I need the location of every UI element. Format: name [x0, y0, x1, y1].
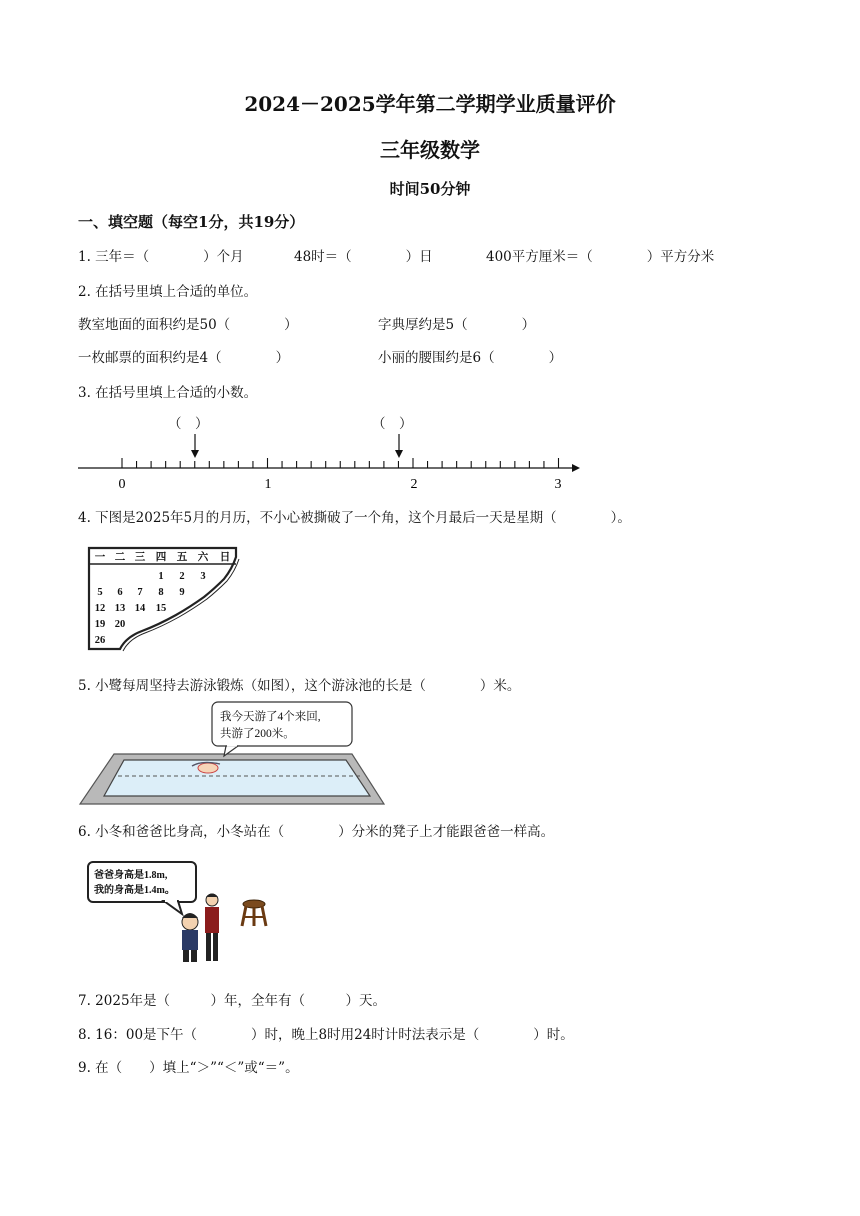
- day-cell: 26: [94, 635, 106, 646]
- day-cell: 15: [155, 603, 167, 614]
- q3-stem: 3. 在括号里填上合适的小数。: [78, 385, 258, 401]
- day-cell: 8: [158, 587, 164, 598]
- stool-figure: [242, 900, 266, 926]
- q1-part-c: 400平方厘米＝（ ）平方分米: [486, 249, 715, 265]
- boy-figure: [182, 913, 198, 962]
- weekday-sat: 六: [197, 552, 209, 563]
- swimming-pool-illustration: [78, 700, 388, 808]
- q2-part-d: 小丽的腰围约是6（ ）: [378, 350, 563, 366]
- day-cell: 1: [158, 571, 164, 582]
- section-heading: 一、填空题（每空1分，共19分）: [78, 213, 305, 231]
- page-title: 2024－2025学年第二学期学业质量评价: [244, 92, 616, 116]
- weekday-fri: 五: [176, 552, 188, 563]
- q4-stem: 4. 下图是2025年5月的月历，不小心被撕破了一个角，这个月最后一天是星期（ ）。: [78, 510, 631, 526]
- day-cell: 7: [137, 587, 143, 598]
- day-cell: 2: [179, 571, 185, 582]
- tick-label-3: 3: [554, 477, 562, 492]
- day-cell: 9: [179, 587, 185, 598]
- q3-blank-2: （ ）: [372, 416, 413, 432]
- q3-blank-1: （ ）: [168, 416, 209, 432]
- number-line: [70, 428, 590, 494]
- q2-part-a: 教室地面的面积约是50（ ）: [78, 317, 298, 333]
- q6-bubble-line1: 爸爸身高是1.8m,: [94, 870, 168, 881]
- q1-part-b: 48时＝（ ）日: [294, 249, 433, 265]
- height-comparison-illustration: [86, 860, 286, 970]
- day-cell: 3: [200, 571, 206, 582]
- weekday-tue: 二: [114, 552, 126, 563]
- weekday-mon: 一: [94, 552, 106, 563]
- day-cell: 6: [117, 587, 123, 598]
- q6-stem: 6. 小冬和爸爸比身高，小冬站在（ ）分米的凳子上才能跟爸爸一样高。: [78, 824, 555, 840]
- tick-label-2: 2: [410, 477, 418, 492]
- q6-bubble-line2: 我的身高是1.4m。: [94, 885, 175, 896]
- q2-part-b: 字典厚约是5（ ）: [378, 317, 536, 333]
- time-limit: 时间50分钟: [389, 180, 471, 198]
- q2-part-c: 一枚邮票的面积约是4（ ）: [78, 350, 290, 366]
- weekday-sun: 日: [219, 552, 231, 563]
- torn-calendar: [86, 545, 242, 653]
- tick-label-0: 0: [118, 477, 126, 492]
- dad-figure: [205, 894, 219, 962]
- q5-bubble-line2: 共游了200米。: [220, 728, 295, 740]
- q9-stem: 9. 在（ ）填上“＞”“＜”或“＝”。: [78, 1060, 299, 1076]
- q5-bubble-line1: 我今天游了4个来回,: [220, 711, 321, 723]
- q8-stem: 8. 16：00是下午（ ）时，晚上8时用24时计时法表示是（ ）时。: [78, 1027, 574, 1043]
- q1-part-a: 1. 三年＝（ ）个月: [78, 249, 244, 265]
- day-cell: 19: [94, 619, 106, 630]
- day-cell: 20: [114, 619, 126, 630]
- page-subtitle: 三年级数学: [380, 138, 480, 162]
- q5-stem: 5. 小鹭每周坚持去游泳锻炼（如图），这个游泳池的长是（ ）米。: [78, 678, 521, 694]
- day-cell: 12: [94, 603, 106, 614]
- q2-stem: 2. 在括号里填上合适的单位。: [78, 284, 258, 300]
- day-cell: 5: [97, 587, 103, 598]
- weekday-wed: 三: [134, 552, 146, 563]
- q7-stem: 7. 2025年是（ ）年，全年有（ ）天。: [78, 993, 387, 1009]
- tick-label-1: 1: [264, 477, 272, 492]
- weekday-thu: 四: [155, 552, 167, 563]
- day-cell: 13: [114, 603, 126, 614]
- day-cell: 14: [134, 603, 146, 614]
